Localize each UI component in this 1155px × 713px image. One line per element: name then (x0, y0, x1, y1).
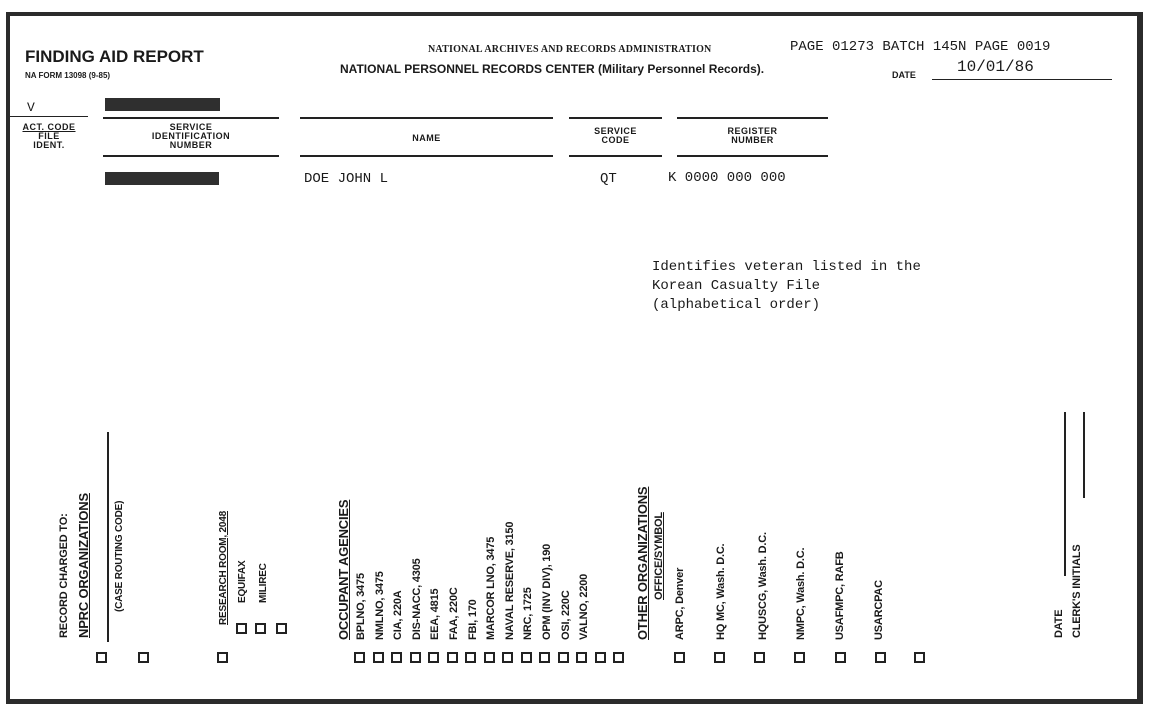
routing-checkbox[interactable] (835, 652, 846, 663)
header-rule (300, 117, 553, 119)
routing-checkbox[interactable] (484, 652, 495, 663)
routing-checkbox[interactable] (217, 652, 228, 663)
routing-checkbox[interactable] (447, 652, 458, 663)
form-title: FINDING AID REPORT (25, 47, 204, 66)
header-rule (10, 116, 88, 117)
routing-checkbox[interactable] (794, 652, 805, 663)
routing-checkbox[interactable] (595, 652, 606, 663)
date-line (932, 79, 1112, 80)
service-code-header: SERVICE CODE (594, 126, 637, 145)
routing-checkbox[interactable] (428, 652, 439, 663)
equifax-checkbox[interactable] (236, 623, 247, 634)
routing-checkbox[interactable] (465, 652, 476, 663)
occupant-agency-label: FAA, 220C (448, 587, 460, 640)
occupant-agency-label: OSI, 220C (559, 590, 572, 640)
routing-checkbox[interactable] (391, 652, 402, 663)
routing-divider (107, 432, 109, 642)
redaction-bar (105, 172, 219, 185)
routing-checkbox[interactable] (875, 652, 886, 663)
occupant-agency-label: NMLNO, 3475 (373, 571, 386, 640)
routing-checkbox[interactable] (410, 652, 421, 663)
form-number: NA FORM 13098 (9-85) (25, 71, 111, 80)
occupant-agency-label: CIA, 220A (392, 590, 405, 640)
record-register-number: K 0000 000 000 (668, 170, 786, 186)
routing-checkbox[interactable] (914, 652, 925, 663)
record-service-code: QT (600, 171, 617, 187)
routing-checkbox[interactable] (576, 652, 587, 663)
routing-checkbox[interactable] (613, 652, 624, 663)
record-charged-label: RECORD CHARGED TO: (58, 513, 70, 638)
occupant-agency-label: FBI, 170 (466, 599, 479, 640)
occupant-agency-label: MARCOR LNO, 3475 (485, 536, 498, 640)
milirec-checkbox[interactable] (255, 623, 266, 634)
act-code-header: ACT. CODE FILE IDENT. (22, 122, 76, 150)
other-organizations-label: OTHER ORGANIZATIONS (635, 486, 650, 640)
service-id-header: SERVICE IDENTIFICATION NUMBER (151, 122, 231, 150)
header-rule (677, 117, 828, 119)
other-org-label: ARPC, Denver (674, 567, 686, 640)
routing-checkbox[interactable] (539, 652, 550, 663)
other-org-label: USARCPAC (873, 580, 885, 640)
routing-checkbox[interactable] (754, 652, 765, 663)
other-org-label: USAFMPC, RAFB (834, 551, 846, 640)
routing-checkbox[interactable] (714, 652, 725, 663)
record-name: DOE JOHN L (304, 171, 389, 187)
other-org-label: NMPC, Wash. D.C. (795, 547, 807, 640)
date-field-label: DATE (1053, 609, 1065, 638)
clerk-initials-label: CLERK'S INITIALS (1071, 544, 1083, 638)
act-code-mark: V (27, 100, 35, 115)
occupant-agency-label: DIS-NACC, 4305 (410, 558, 423, 640)
occupant-agency-label: VALNO, 2200 (578, 573, 591, 640)
date-write-line (1064, 412, 1066, 576)
research-checkbox[interactable] (276, 623, 287, 634)
office-symbol-label: OFFICE/SYMBOL (653, 512, 665, 600)
name-header: NAME (412, 133, 441, 143)
nprc-organizations-label: NPRC ORGANIZATIONS (76, 493, 91, 638)
header-rule (300, 155, 553, 157)
routing-checkbox[interactable] (558, 652, 569, 663)
veteran-note: Identifies veteran listed in the Korean Casualty File (alphabetical order) (652, 259, 921, 313)
routing-checkbox[interactable] (373, 652, 384, 663)
header-rule (103, 155, 279, 157)
occupant-agency-label: OPM (INV DIV), 190 (541, 543, 553, 640)
occupant-agencies-label: OCCUPANT AGENCIES (336, 499, 351, 640)
header-rule (569, 155, 662, 157)
form-frame (6, 12, 1143, 704)
header-rule (677, 155, 828, 157)
routing-checkbox[interactable] (502, 652, 513, 663)
milirec-label: MILIREC (258, 563, 269, 603)
occupant-agency-label: BPLNO, 3475 (355, 573, 367, 640)
redaction-bar (105, 98, 220, 111)
agency-name: NATIONAL ARCHIVES AND RECORDS ADMINISTRATION (428, 44, 712, 55)
occupant-agency-label: NAVAL RESERVE, 3150 (503, 521, 516, 640)
date-label: DATE (892, 70, 916, 80)
register-header: REGISTER NUMBER (727, 126, 778, 145)
routing-checkbox[interactable] (674, 652, 685, 663)
date-value: 10/01/86 (957, 58, 1034, 76)
occupant-agency-label: EEA, 4815 (429, 588, 442, 640)
routing-checkbox[interactable] (138, 652, 149, 663)
case-routing-label: (CASE ROUTING CODE) (114, 500, 125, 612)
other-org-label: HQUSCG, Wash. D.C. (757, 532, 769, 640)
research-room-label: RESEARCH ROOM, 2048 (218, 510, 229, 625)
routing-checkbox[interactable] (521, 652, 532, 663)
other-org-label: HQ MC, Wash. D.C. (715, 543, 727, 640)
header-rule (569, 117, 662, 119)
routing-checkbox[interactable] (354, 652, 365, 663)
occupant-agency-label: NRC, 1725 (522, 587, 535, 640)
page-info: PAGE 01273 BATCH 145N PAGE 0019 (790, 39, 1051, 55)
routing-checkbox[interactable] (96, 652, 107, 663)
initials-write-line (1083, 412, 1085, 498)
header-rule (103, 117, 279, 119)
equifax-label: EQUIFAX (237, 560, 248, 603)
records-center: NATIONAL PERSONNEL RECORDS CENTER (Military Personnel Records). (340, 62, 765, 76)
